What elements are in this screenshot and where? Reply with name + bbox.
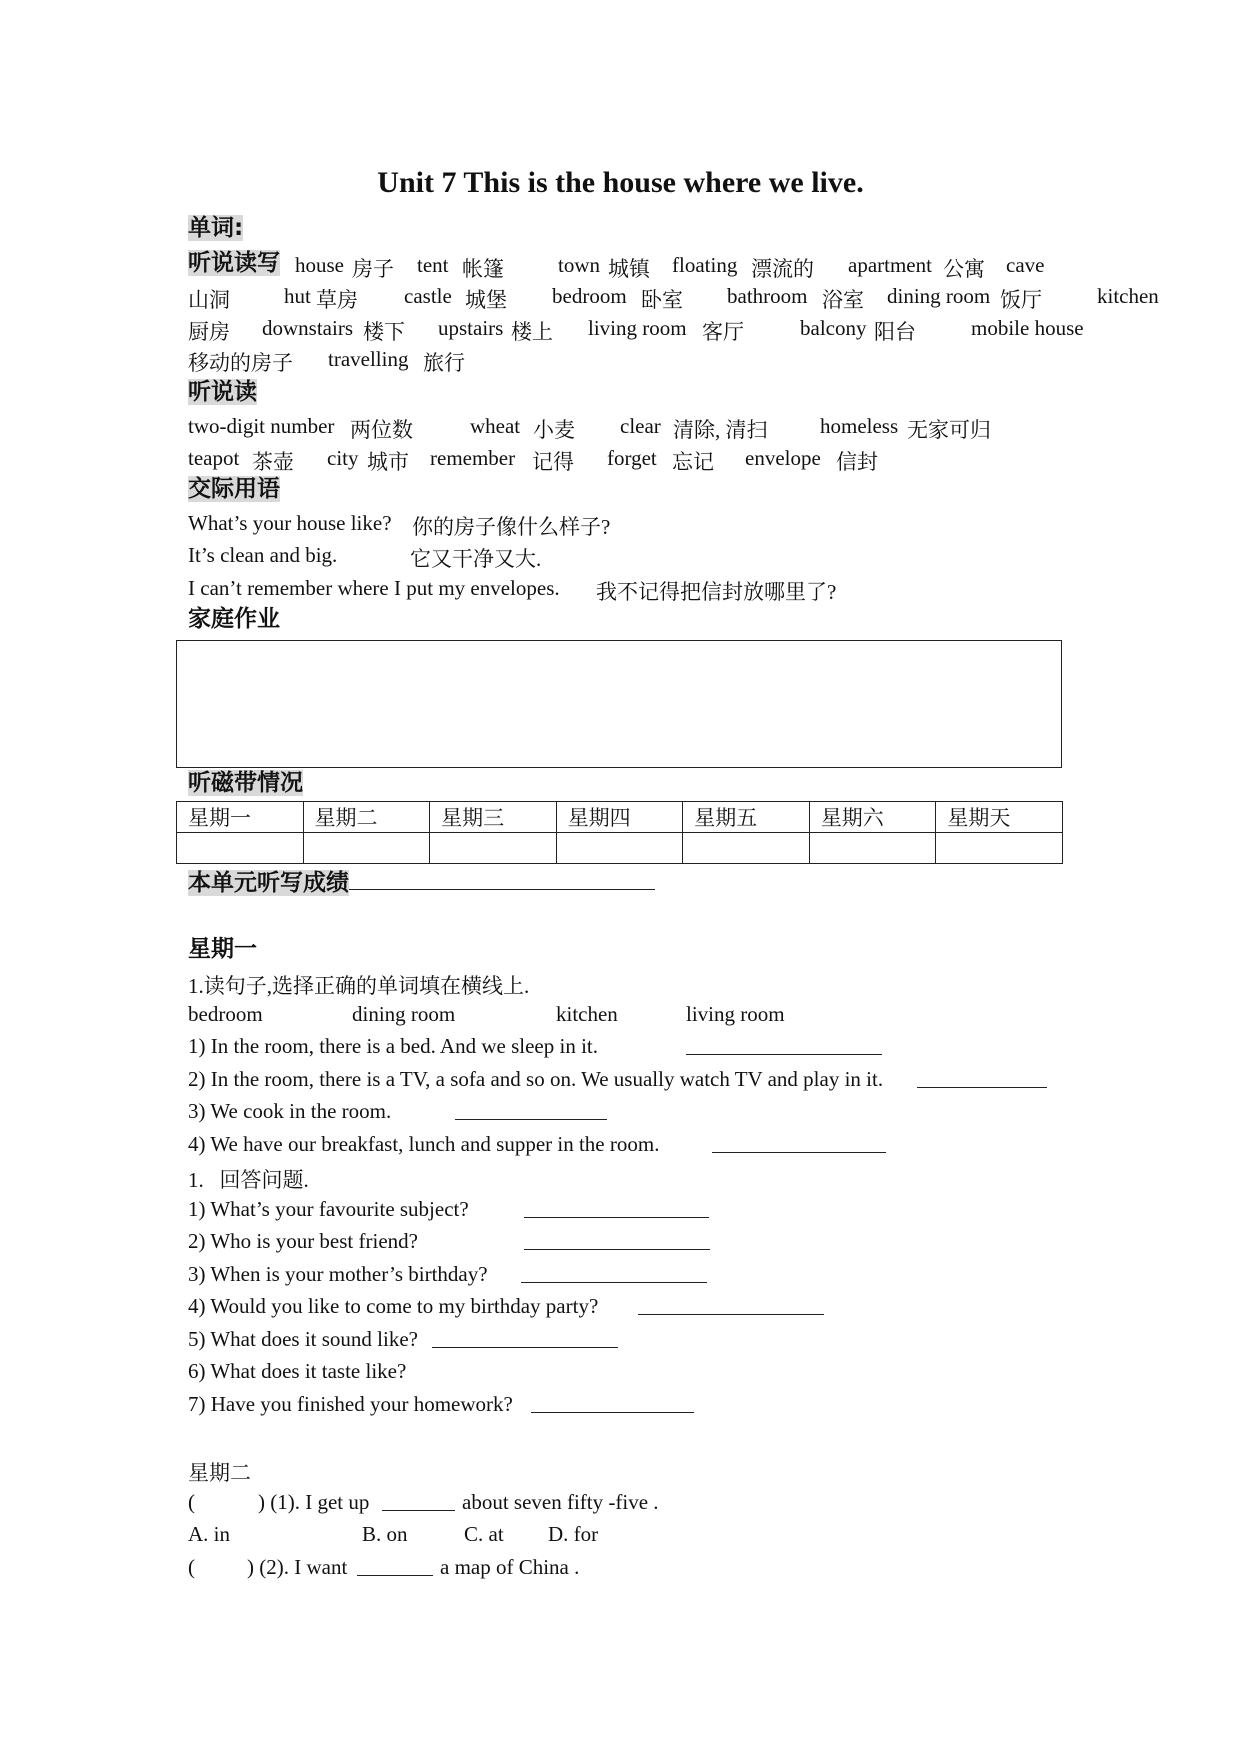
word-en: balcony <box>800 316 867 340</box>
record-cell[interactable] <box>936 833 1063 864</box>
phrases-heading-row <box>188 477 280 501</box>
word-zh: 旅行 <box>423 351 465 375</box>
word-en: forget <box>607 446 657 470</box>
weekday-cell: 星期天 <box>936 802 1063 833</box>
word-zh: 无家可归 <box>907 418 991 442</box>
monday-heading-row <box>188 937 257 961</box>
phrases-heading: 交际用语 <box>188 476 280 502</box>
word-en: town <box>558 253 600 277</box>
weekday-cell: 星期四 <box>556 802 683 833</box>
word-zh: 山洞 <box>188 288 230 312</box>
listen-read-write-heading: 听说读写 <box>188 250 280 276</box>
write-heading-row <box>188 251 280 275</box>
weekday-cell: 星期二 <box>303 802 430 833</box>
word-zh: 忘记 <box>672 450 714 474</box>
read-heading-row <box>188 380 257 404</box>
tape-heading: 听磁带情况 <box>188 770 303 796</box>
answer-blank[interactable] <box>686 1036 882 1055</box>
choice-option: C. at <box>464 1522 504 1546</box>
record-cell[interactable] <box>303 833 430 864</box>
question: 7) Have you finished your homework? <box>188 1392 513 1416</box>
word-en: mobile house <box>971 316 1084 340</box>
question: 1) What’s your favourite subject? <box>188 1197 469 1221</box>
word-en: city <box>327 446 359 470</box>
choice-question-tail: about seven fifty -five . <box>462 1490 659 1514</box>
word-zh: 漂流的 <box>751 257 814 281</box>
option-word: bedroom <box>188 1002 263 1026</box>
word-en: teapot <box>188 446 240 470</box>
record-cell[interactable] <box>177 833 304 864</box>
dictation-row <box>188 871 655 895</box>
answer-blank[interactable] <box>357 1557 433 1576</box>
question: 5) What does it sound like? <box>188 1327 418 1351</box>
word-zh: 城镇 <box>608 257 650 281</box>
answer-blank[interactable] <box>524 1231 710 1250</box>
word-zh: 厨房 <box>188 320 230 344</box>
word-en: floating <box>672 253 738 277</box>
question: 6) What does it taste like? <box>188 1359 407 1383</box>
word-zh: 信封 <box>836 450 878 474</box>
vocab-heading: 单词: <box>188 215 244 241</box>
word-zh: 记得 <box>532 450 574 474</box>
word-zh: 楼上 <box>511 320 553 344</box>
dictation-heading: 本单元听写成绩 <box>188 870 349 896</box>
choice-paren: ( <box>188 1490 195 1514</box>
answer-blank[interactable] <box>524 1199 709 1218</box>
tape-heading-row <box>188 771 303 795</box>
word-en: travelling <box>328 347 409 371</box>
word-en: bedroom <box>552 284 627 308</box>
word-en: bathroom <box>727 284 808 308</box>
answer-blank[interactable] <box>531 1394 694 1413</box>
answer-blank[interactable] <box>638 1296 824 1315</box>
word-zh: 清除, 清扫 <box>673 418 768 442</box>
phrase-en: I can’t remember where I put my envelopes. <box>188 576 560 600</box>
phrase-zh: 我不记得把信封放哪里了? <box>596 580 837 604</box>
weekday-header-row <box>177 802 1063 833</box>
phrase-en: It’s clean and big. <box>188 543 338 567</box>
tuesday-heading: 星期二 <box>188 1461 251 1485</box>
word-en: hut <box>284 284 311 308</box>
word-zh: 城市 <box>367 450 409 474</box>
word-zh: 城堡 <box>465 288 507 312</box>
word-zh: 公寓 <box>943 257 985 281</box>
word-en: living room <box>588 316 687 340</box>
fill-sentence: 3) We cook in the room. <box>188 1099 392 1123</box>
vocab-heading-row <box>188 216 243 240</box>
word-en: castle <box>404 284 452 308</box>
word-zh: 楼下 <box>363 320 405 344</box>
homework-heading: 家庭作业 <box>188 606 280 632</box>
fill-sentence: 4) We have our breakfast, lunch and supper in the room. <box>188 1132 660 1156</box>
choice-question-tail: a map of China . <box>440 1555 580 1579</box>
question: 2) Who is your best friend? <box>188 1229 418 1253</box>
choice-question: ) (1). I get up <box>258 1490 370 1514</box>
word-zh: 两位数 <box>350 418 413 442</box>
word-en: apartment <box>848 253 932 277</box>
word-en: downstairs <box>262 316 353 340</box>
word-zh: 饭厅 <box>1000 288 1042 312</box>
page-title: Unit 7 This is the house where we live. <box>377 166 864 199</box>
tape-record-row <box>177 833 1063 864</box>
monday-q2-instruction: 1. 回答问题. <box>188 1168 309 1192</box>
word-en: cave <box>1006 253 1045 277</box>
word-zh: 房子 <box>352 257 394 281</box>
phrase-zh: 你的房子像什么样子? <box>412 515 611 539</box>
question: 4) Would you like to come to my birthday party? <box>188 1294 599 1318</box>
word-zh: 阳台 <box>874 320 916 344</box>
word-en: wheat <box>470 414 521 438</box>
word-zh: 草房 <box>316 288 358 312</box>
option-word: kitchen <box>556 1002 618 1026</box>
choice-option: B. on <box>362 1522 408 1546</box>
word-zh: 浴室 <box>822 288 864 312</box>
fill-sentence: 2) In the room, there is a TV, a sofa and so on. We usually watch TV and play in it. <box>188 1067 884 1091</box>
word-en: kitchen <box>1097 284 1159 308</box>
answer-blank[interactable] <box>432 1329 618 1348</box>
tape-table <box>176 801 1063 864</box>
option-word: living room <box>686 1002 785 1026</box>
phrase-zh: 它又干净又大. <box>410 547 542 571</box>
fill-sentence: 1) In the room, there is a bed. And we sleep in it. <box>188 1034 598 1058</box>
word-en: house <box>295 253 344 277</box>
word-en: dining room <box>887 284 991 308</box>
choice-question: ) (2). I want <box>247 1555 348 1579</box>
answer-blank[interactable] <box>382 1492 455 1511</box>
monday-heading: 星期一 <box>188 936 257 962</box>
record-cell[interactable] <box>430 833 557 864</box>
listen-read-heading: 听说读 <box>188 379 257 405</box>
weekday-cell: 星期六 <box>809 802 936 833</box>
question: 3) When is your mother’s birthday? <box>188 1262 488 1286</box>
record-cell[interactable] <box>683 833 810 864</box>
word-zh: 卧室 <box>641 288 683 312</box>
dictation-score-blank[interactable] <box>349 871 655 890</box>
word-zh: 茶壶 <box>252 450 294 474</box>
word-zh: 小麦 <box>533 418 575 442</box>
word-zh: 移动的房子 <box>188 351 293 375</box>
answer-blank[interactable] <box>712 1134 886 1153</box>
word-en: two-digit number <box>188 414 335 438</box>
weekday-cell: 星期一 <box>177 802 304 833</box>
phrase-en: What’s your house like? <box>188 511 392 535</box>
word-en: clear <box>620 414 661 438</box>
word-en: remember <box>430 446 516 470</box>
answer-blank[interactable] <box>455 1101 607 1120</box>
choice-option: D. for <box>548 1522 599 1546</box>
choice-option: A. in <box>188 1522 230 1546</box>
answer-blank[interactable] <box>917 1069 1047 1088</box>
record-cell[interactable] <box>809 833 936 864</box>
word-en: envelope <box>745 446 821 470</box>
choice-paren: ( <box>188 1555 195 1579</box>
word-zh: 客厅 <box>702 320 744 344</box>
word-en: tent <box>417 253 449 277</box>
weekday-cell: 星期五 <box>683 802 810 833</box>
option-word: dining room <box>352 1002 456 1026</box>
homework-box[interactable] <box>176 640 1062 768</box>
word-zh: 帐篷 <box>462 257 504 281</box>
word-en: upstairs <box>438 316 504 340</box>
record-cell[interactable] <box>556 833 683 864</box>
monday-q1-instruction: 1.读句子,选择正确的单词填在横线上. <box>188 974 530 998</box>
word-en: homeless <box>820 414 899 438</box>
answer-blank[interactable] <box>521 1264 707 1283</box>
homework-heading-row <box>188 607 280 631</box>
weekday-cell: 星期三 <box>430 802 557 833</box>
